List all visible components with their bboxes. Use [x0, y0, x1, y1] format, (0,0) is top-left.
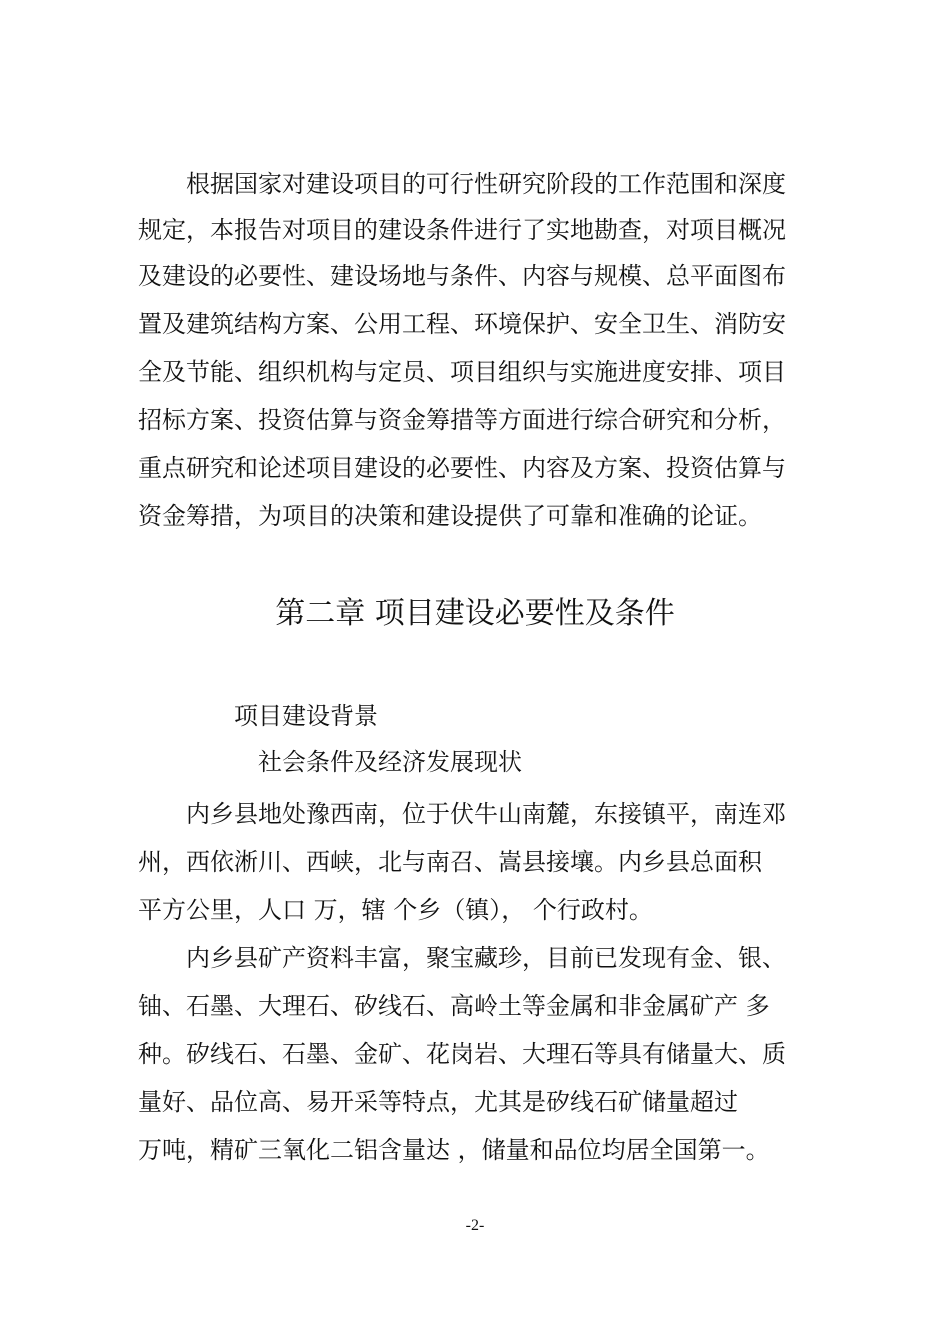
paragraph-3-line-1: 内乡县矿产资料丰富，聚宝藏珍，目前已发现有金、银、 — [186, 944, 786, 972]
paragraph-1-line-2: 规定，本报告对项目的建设条件进行了实地勘查，对项目概况 — [138, 216, 786, 244]
paragraph-1-line-3: 及建设的必要性、建设场地与条件、内容与规模、总平面图布 — [138, 262, 786, 290]
paragraph-2-line-3: 平方公里，人口 万，辖 个乡（镇）， 个行政村。 — [138, 896, 653, 924]
paragraph-1-line-1: 根据国家对建设项目的可行性研究阶段的工作范围和深度 — [186, 170, 786, 198]
subsection-title: 社会条件及经济发展现状 — [258, 748, 522, 776]
paragraph-2-line-1: 内乡县地处豫西南，位于伏牛山南麓，东接镇平，南连邓 — [186, 800, 786, 828]
paragraph-3-line-5: 万吨，精矿三氧化二铝含量达 ，储量和品位均居全国第一。 — [138, 1136, 770, 1164]
paragraph-1-line-8: 资金筹措，为项目的决策和建设提供了可靠和准确的论证。 — [138, 502, 762, 530]
section-title: 项目建设背景 — [234, 702, 378, 730]
paragraph-1-line-6: 招标方案、投资估算与资金筹措等方面进行综合研究和分析， — [138, 406, 786, 434]
paragraph-1-line-4: 置及建筑结构方案、公用工程、环境保护、安全卫生、消防安 — [138, 310, 786, 338]
paragraph-3-line-3: 种。矽线石、石墨、金矿、花岗岩、大理石等具有储量大、质 — [138, 1040, 786, 1068]
paragraph-3-line-4: 量好、品位高、易开采等特点，尤其是矽线石矿储量超过 — [138, 1088, 738, 1116]
paragraph-1-line-7: 重点研究和论述项目建设的必要性、内容及方案、投资估算与 — [138, 454, 786, 482]
paragraph-3-line-2: 铀、石墨、大理石、矽线石、高岭土等金属和非金属矿产 多 — [138, 992, 770, 1020]
chapter-title: 第二章 项目建设必要性及条件 — [275, 596, 675, 631]
page-number: -2- — [465, 1217, 485, 1234]
paragraph-1-line-5: 全及节能、组织机构与定员、项目组织与实施进度安排、项目 — [138, 358, 786, 386]
paragraph-2-line-2: 州，西依淅川、西峡，北与南召、嵩县接壤。内乡县总面积 — [138, 848, 762, 876]
